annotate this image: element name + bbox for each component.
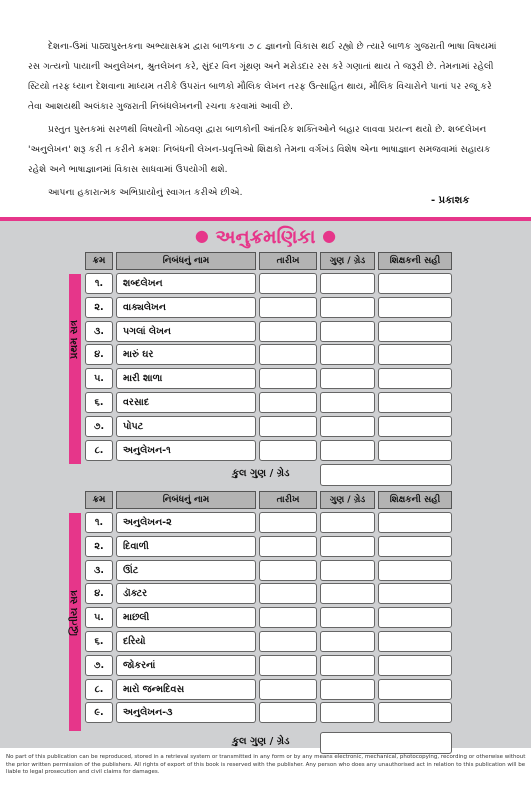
- entry-title: વરસાદ: [116, 392, 256, 413]
- entry-title: વાક્યલેખન: [116, 297, 256, 318]
- blank-sign-cell: [378, 560, 452, 581]
- entry-title: અનુલેખન-૨: [116, 512, 256, 533]
- index-title: [0, 226, 531, 248]
- preface-paragraph-2: પ્રસ્તુત પુસ્તકમાં સરળથી વિષયોની ગોઠવણ દ્વારા બાળકોની આંતરિક શક્તિઓને બહાર લાવવા પ્રયત્ન થયો છે. શબ્દલેખન 'અનુલેખન' શરૂ કરી ત કરીને ક્રમશઃ નિબંધની લેખન-પ્રવૃત્તિઓ શિક્ષકો તેમના વર્ગખંડ વિશેષ એના ભાષાજ્ઞાન સમજવામાં સહાયક રહેશે અને ભાષાજ્ઞાનમાં વિકાસ સાધવામાં ઉપયોગી થશે.: [28, 125, 491, 175]
- semester-label: પ્રથમ સત્ર: [69, 320, 80, 359]
- blank-date-cell: [259, 344, 317, 365]
- entry-number: ૪.: [85, 583, 113, 604]
- semester-label: દ્વિતીય સત્ર: [69, 590, 80, 636]
- entry-title: મારું ઘર: [116, 344, 256, 365]
- entry-title: ડૉક્ટર: [116, 583, 256, 604]
- index-title-text: અનુક્રમણિકા: [215, 226, 316, 248]
- blank-grade-cell: [320, 321, 375, 342]
- total-grade-label: કુલ ગુણ / ગ્રેડ: [232, 468, 290, 479]
- blank-sign-cell: [378, 702, 452, 723]
- blank-date-cell: [259, 321, 317, 342]
- blank-grade-cell: [320, 440, 375, 461]
- blank-date-cell: [259, 655, 317, 676]
- column-header-date: તારીખ: [259, 491, 317, 509]
- blank-grade-cell: [320, 655, 375, 676]
- blank-date-cell: [259, 440, 317, 461]
- blank-grade-cell: [320, 536, 375, 557]
- entry-number: ૫.: [85, 368, 113, 389]
- column-header-num: ક્રમ: [85, 252, 113, 270]
- blank-date-cell: [259, 512, 317, 533]
- entry-title: અનુલેખન-૩: [116, 702, 256, 723]
- entry-number: ૬.: [85, 392, 113, 413]
- blank-grade-cell: [320, 702, 375, 723]
- column-header-grade: ગુણ / ગ્રેડ: [320, 491, 375, 509]
- column-header-num: ક્રમ: [85, 491, 113, 509]
- blank-sign-cell: [378, 368, 452, 389]
- blank-date-cell: [259, 273, 317, 294]
- entry-title: ઊંટ: [116, 560, 256, 581]
- entry-number: ૭.: [85, 416, 113, 437]
- entry-number: ૩.: [85, 321, 113, 342]
- blank-sign-cell: [378, 536, 452, 557]
- entry-title: પગલાં લેખન: [116, 321, 256, 342]
- preface-paragraph-3: આપના હકારાત્મક અભિપ્રાયોનું સ્વાગત કરીએ છીએ.: [48, 188, 243, 198]
- blank-date-cell: [259, 392, 317, 413]
- blank-date-cell: [259, 560, 317, 581]
- entry-number: ૨.: [85, 297, 113, 318]
- blank-date-cell: [259, 297, 317, 318]
- blank-grade-cell: [320, 297, 375, 318]
- preface-paragraph-1: દેશના-ઉમાં પાઠ્યપુસ્તકના અભ્યાસક્રમ દ્વારા બાળકના ૭ ૮ જ્ઞાનનો વિકાસ થઈ રહ્યો છે ત્યારે બાળક ગુજરાતી ભાષા વિષયમાં રસ ગત્યનો પાયાની અનુલેખન, શ્રુતલેખન કરે, સુંદર વિન ગૂંથણ અને મરોડદાર રસ કરે ગણાતાં થાય તે જરૂરી છે. તેમનામાં રહેલી સ્ટિયો તરફ ધ્યાન દેશવાના માધ્યમ તરીકે ઉપરાંત બાળકો મૌલિક લેખન તરફ ઉત્સાહિત થાય, મૌલિક વિચારોને પાનાં પર રજૂ કરે તેવા આશયથી અલંકાર ગુજરાતી નિબંધલેખનની રચના કરવામાં આવી છે.: [28, 42, 497, 112]
- blank-grade-cell: [320, 607, 375, 628]
- blank-sign-cell: [378, 679, 452, 700]
- blank-grade-cell: [320, 392, 375, 413]
- blank-sign-cell: [378, 607, 452, 628]
- column-header-name: નિબંધનું નામ: [116, 252, 256, 270]
- blank-grade-cell: [320, 416, 375, 437]
- column-header-date: તારીખ: [259, 252, 317, 270]
- publisher-signature: - પ્રકાશક: [431, 195, 470, 206]
- column-header-grade: ગુણ / ગ્રેડ: [320, 252, 375, 270]
- blank-sign-cell: [378, 392, 452, 413]
- blank-grade-cell: [320, 583, 375, 604]
- blank-sign-cell: [378, 512, 452, 533]
- entry-number: ૬.: [85, 631, 113, 652]
- entry-number: ૮.: [85, 679, 113, 700]
- blank-grade-cell: [320, 679, 375, 700]
- blank-date-cell: [259, 702, 317, 723]
- entry-title: દરિયો: [116, 631, 256, 652]
- entry-title: જોકરનાં: [116, 655, 256, 676]
- blank-date-cell: [259, 368, 317, 389]
- blank-sign-cell: [378, 321, 452, 342]
- total-grade-box: [320, 464, 452, 486]
- blank-date-cell: [259, 631, 317, 652]
- copyright-notice: No part of this publication can be reproduced, stored in a retrieval system or transmitted in any form or by any means electronic, mechanical, photocopying, recording or otherwise without the prior written permission of the publishers. All rights of export of this book is reserved with the publisher. Any person who does any unauthorised act in relation to this publication will be liable to legal prosecution and civil claims for damages.: [6, 754, 526, 775]
- entry-number: ૫.: [85, 607, 113, 628]
- entry-title: શબ્દલેખન: [116, 273, 256, 294]
- entry-title: અનુલેખન-૧: [116, 440, 256, 461]
- entry-number: ૯.: [85, 702, 113, 723]
- blank-grade-cell: [320, 560, 375, 581]
- entry-title: દિવાળી: [116, 536, 256, 557]
- blank-sign-cell: [378, 416, 452, 437]
- entry-title: માછલી: [116, 607, 256, 628]
- blank-sign-cell: [378, 655, 452, 676]
- blank-sign-cell: [378, 344, 452, 365]
- entry-number: ૧.: [85, 512, 113, 533]
- blank-grade-cell: [320, 512, 375, 533]
- preface: [0, 0, 531, 222]
- blank-date-cell: [259, 607, 317, 628]
- blank-sign-cell: [378, 583, 452, 604]
- bullet-icon: ●: [322, 226, 337, 245]
- blank-grade-cell: [320, 273, 375, 294]
- entry-number: ૭.: [85, 655, 113, 676]
- entry-number: ૩.: [85, 560, 113, 581]
- blank-date-cell: [259, 679, 317, 700]
- total-grade-box: [320, 732, 452, 754]
- blank-sign-cell: [378, 273, 452, 294]
- entry-number: ૧.: [85, 273, 113, 294]
- blank-sign-cell: [378, 440, 452, 461]
- entry-title: મારી શાળા: [116, 368, 256, 389]
- column-header-sign: શિક્ષકની સહી: [378, 252, 452, 270]
- blank-date-cell: [259, 583, 317, 604]
- bullet-icon: ●: [194, 226, 209, 245]
- column-header-name: નિબંધનું નામ: [116, 491, 256, 509]
- blank-sign-cell: [378, 297, 452, 318]
- blank-grade-cell: [320, 631, 375, 652]
- entry-number: ૨.: [85, 536, 113, 557]
- blank-date-cell: [259, 416, 317, 437]
- entry-number: ૪.: [85, 344, 113, 365]
- entry-title: પોપટ: [116, 416, 256, 437]
- blank-date-cell: [259, 536, 317, 557]
- semester-bar: [69, 274, 81, 464]
- blank-sign-cell: [378, 631, 452, 652]
- entry-title: મારો જન્મદિવસ: [116, 679, 256, 700]
- total-grade-label: કુલ ગુણ / ગ્રેડ: [232, 736, 290, 747]
- entry-number: ૮.: [85, 440, 113, 461]
- column-header-sign: શિક્ષકની સહી: [378, 491, 452, 509]
- blank-grade-cell: [320, 368, 375, 389]
- blank-grade-cell: [320, 344, 375, 365]
